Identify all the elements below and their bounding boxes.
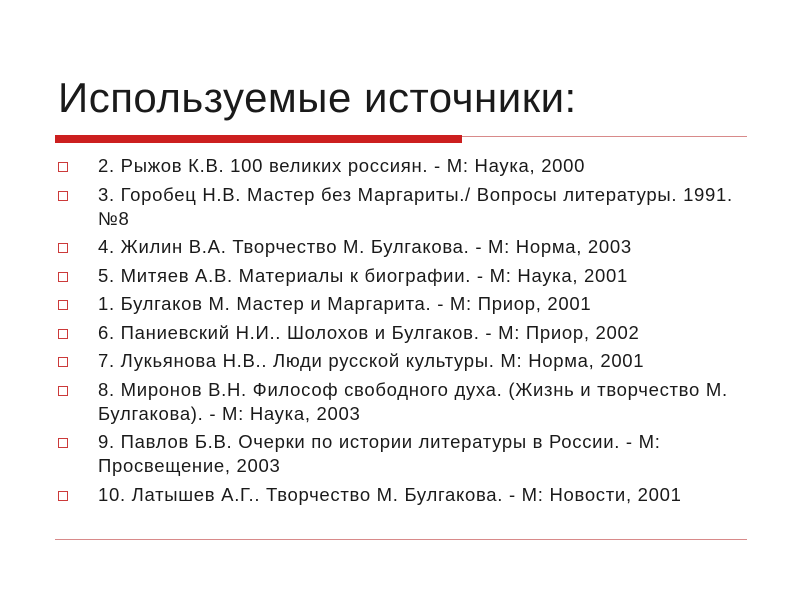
list-item-text: 7. Лукьянова Н.В.. Люди русской культуры. М: Норма, 2001 xyxy=(98,350,645,371)
list-item-text: 5. Митяев А.В. Материалы к биографии. - М: Наука, 2001 xyxy=(98,264,629,286)
slide-title: Используемые источники: xyxy=(58,74,577,121)
hollow-square-icon xyxy=(58,292,98,310)
hollow-square-icon xyxy=(58,430,98,448)
list-item xyxy=(58,430,748,478)
hollow-square-icon xyxy=(58,235,98,253)
hollow-square-icon xyxy=(58,264,98,282)
hollow-square-icon xyxy=(58,378,98,396)
hollow-square-icon xyxy=(58,154,98,172)
list-item xyxy=(58,483,748,507)
list-item xyxy=(58,349,748,373)
list-item-text: 4. Жилин В.А. Творчество М. Булгакова. - М: Норма, 2003 xyxy=(98,236,632,257)
list-item-text: 8. Миронов В.Н. Философ свободного духа. (Жизнь и творчество М. Булгакова). - М: Наука, 2003 xyxy=(98,378,728,424)
list-item xyxy=(58,183,748,231)
hollow-square-icon xyxy=(58,321,98,339)
list-item xyxy=(58,264,748,288)
title-accent-bar xyxy=(55,135,462,143)
list-item xyxy=(58,154,748,178)
list-item-text: 1. Булгаков М. Мастер и Маргарита. - М: Приор, 2001 xyxy=(98,293,592,314)
list-item-text: 10. Латышев А.Г.. Творчество М. Булгакова. - М: Новости, 2001 xyxy=(98,483,682,505)
list-item-text: 2. Рыжов К.В. 100 великих россиян. - М: Наука, 2000 xyxy=(98,155,586,176)
hollow-square-icon xyxy=(58,483,98,501)
list-item xyxy=(58,292,748,316)
list-item xyxy=(58,378,748,426)
hollow-square-icon xyxy=(58,349,98,367)
hollow-square-icon xyxy=(58,183,98,201)
list-item-text: 6. Паниевский Н.И.. Шолохов и Булгаков. - М: Приор, 2002 xyxy=(98,321,640,343)
list-item xyxy=(58,321,748,345)
list-item-text: 3. Горобец Н.В. Мастер без Маргариты./ Вопросы литературы. 1991. №8 xyxy=(98,183,733,229)
sources-list xyxy=(58,154,748,511)
list-item-text: 9. Павлов Б.В. Очерки по истории литературы в России. - М: Просвещение, 2003 xyxy=(98,431,661,476)
bottom-divider-line xyxy=(55,539,747,540)
list-item xyxy=(58,235,748,259)
